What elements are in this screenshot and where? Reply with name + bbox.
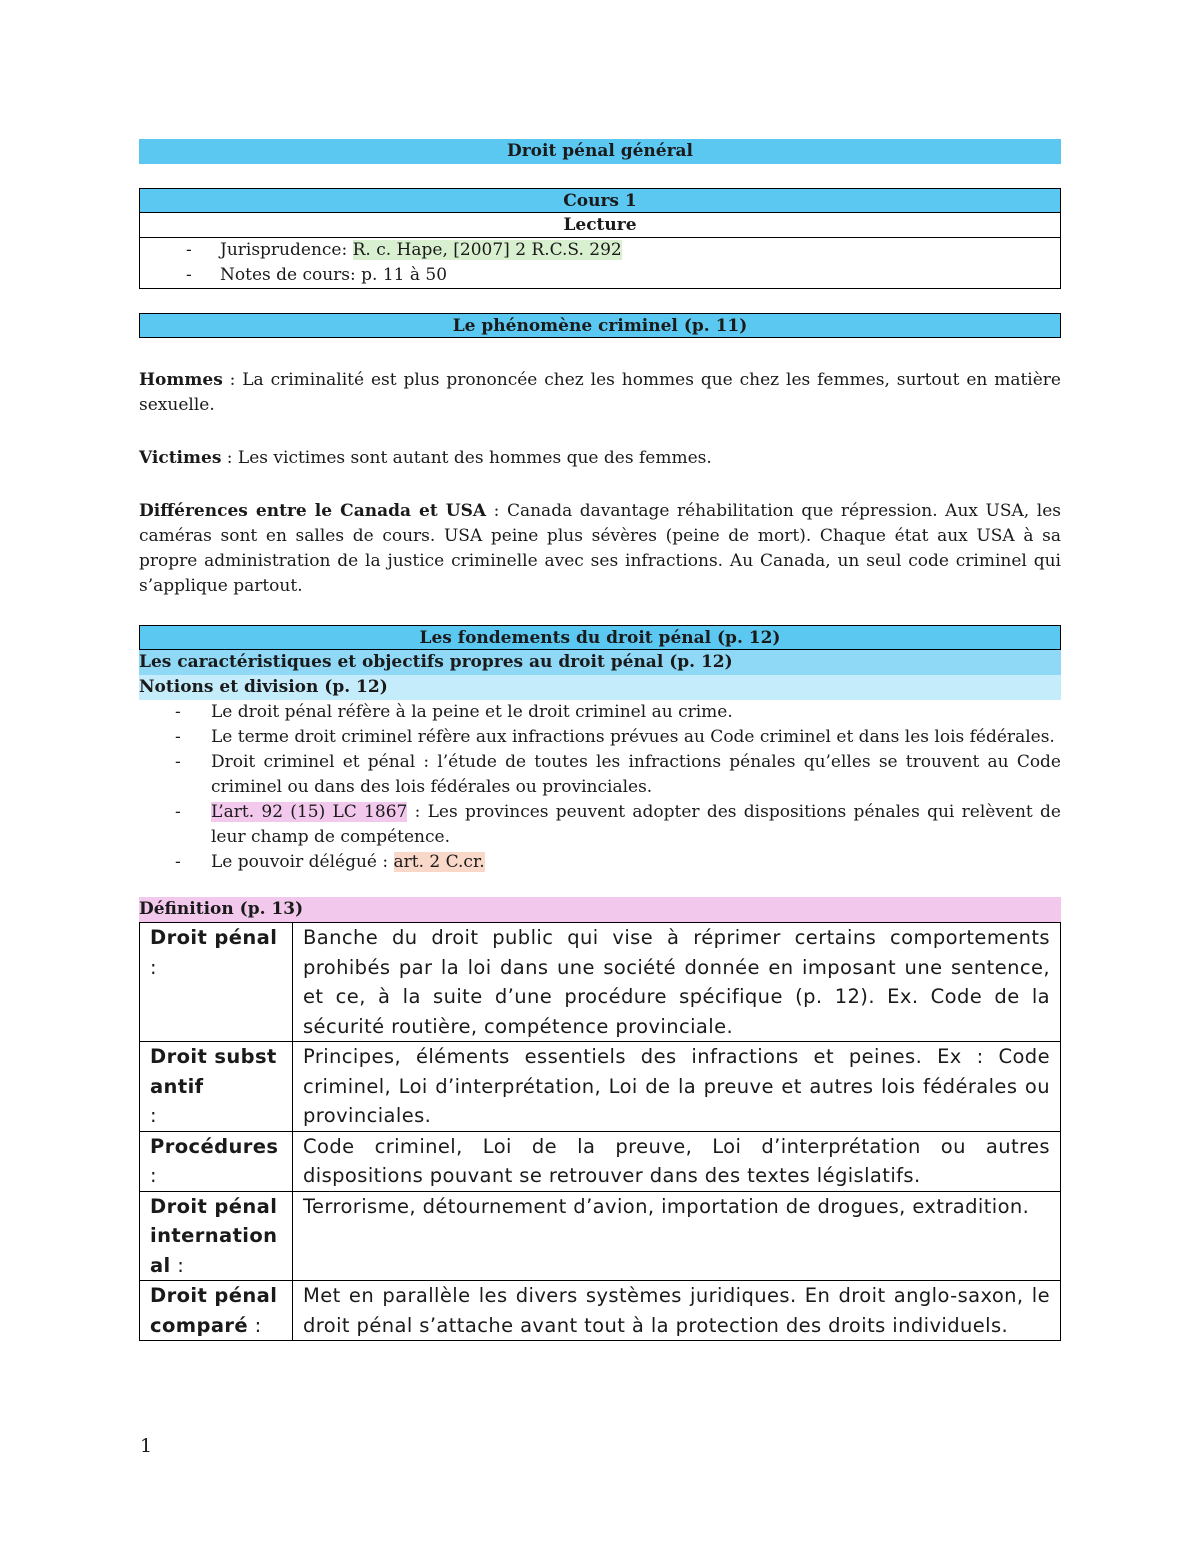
phenomene-header: Le phénomène criminel (p. 11) <box>139 313 1061 338</box>
cours-header: Cours 1 <box>139 188 1061 213</box>
page-number: 1 <box>140 1435 153 1457</box>
lecture-header: Lecture <box>140 213 1060 238</box>
bullet-item: - Le terme droit criminel réfère aux infractions prévues au Code criminel et dans les lois fédérales. <box>175 727 1055 747</box>
paragraph-differences: Différences entre le Canada et USA : Canada davantage réhabilitation que répression. Aux USA, les caméras sont en salles de cours. USA peine plus sévères (peine de mort). Chaque état aux USA à sa propre administration de la justice criminelle avec ses infractions. Au Canada, un seul code criminel qui s’applique partout. <box>139 501 1061 596</box>
bullet-item: - Le pouvoir délégué : art. 2 C.cr. <box>175 852 485 872</box>
table-row: Droit substantif : Principes, éléments essentiels des infractions et peines. Ex : Code criminel, Loi d’interprétation, Loi de la preuve et autres lois fédérales ou provinciales. <box>140 1042 1061 1132</box>
document-page <box>139 139 1061 1341</box>
bullet-item: - L’art. 92 (15) LC 1867 : Les provinces peuvent adopter des dispositions pénales qui relèvent de leur champ de compétence. <box>175 802 1061 847</box>
bullet-item: - Droit criminel et pénal : l’étude de toutes les infractions pénales qu’elles se trouvent au Code criminel ou dans des lois fédérales ou provinciales. <box>175 752 1061 797</box>
fondements-header: Les fondements du droit pénal (p. 12) <box>139 625 1061 650</box>
table-row: Droit pénal : Banche du droit public qui vise à réprimer certains comportements prohibés par la loi dans une société donnée en imposant une sentence, et ce, à la suite d’une procédure spécifique (p. 12). Ex. Code de la sécurité routière, compétence provinciale. <box>140 923 1061 1042</box>
article-highlight: L’art. 92 (15) LC 1867 <box>211 802 408 822</box>
notions-subheader: Notions et division (p. 12) <box>139 675 1061 700</box>
document-title: Droit pénal général <box>139 139 1061 164</box>
paragraph-victimes: Victimes : Les victimes sont autant des hommes que des femmes. <box>139 448 712 468</box>
lecture-item: - Notes de cours: p. 11 à 50 <box>186 265 448 285</box>
table-row: Droit pénal international : Terrorisme, détournement d’avion, importation de drogues, extradition. <box>140 1191 1061 1281</box>
paragraph-hommes: Hommes : La criminalité est plus prononcée chez les hommes que chez les femmes, surtout en matière sexuelle. <box>139 370 1061 415</box>
table-row: Procédures : Code criminel, Loi de la preuve, Loi d’interprétation ou autres dispositions pouvant se retrouver dans des textes législatifs. <box>140 1131 1061 1191</box>
fondements-subheader: Les caractéristiques et objectifs propres au droit pénal (p. 12) <box>139 650 1061 675</box>
cours-box <box>139 213 1061 289</box>
jurisprudence-highlight: R. c. Hape, [2007] 2 R.C.S. 292 <box>352 240 622 260</box>
definition-table <box>139 922 1061 1341</box>
lecture-item: - Jurisprudence: R. c. Hape, [2007] 2 R.C.S. 292 <box>186 240 622 260</box>
table-row: Droit pénal comparé : Met en parallèle les divers systèmes juridiques. En droit anglo-saxon, le droit pénal s’attache avant tout à la protection des droits individuels. <box>140 1281 1061 1341</box>
definition-header: Définition (p. 13) <box>139 897 1061 922</box>
article-highlight: art. 2 C.cr. <box>393 852 485 872</box>
bullet-item: - Le droit pénal réfère à la peine et le droit criminel au crime. <box>175 702 733 722</box>
